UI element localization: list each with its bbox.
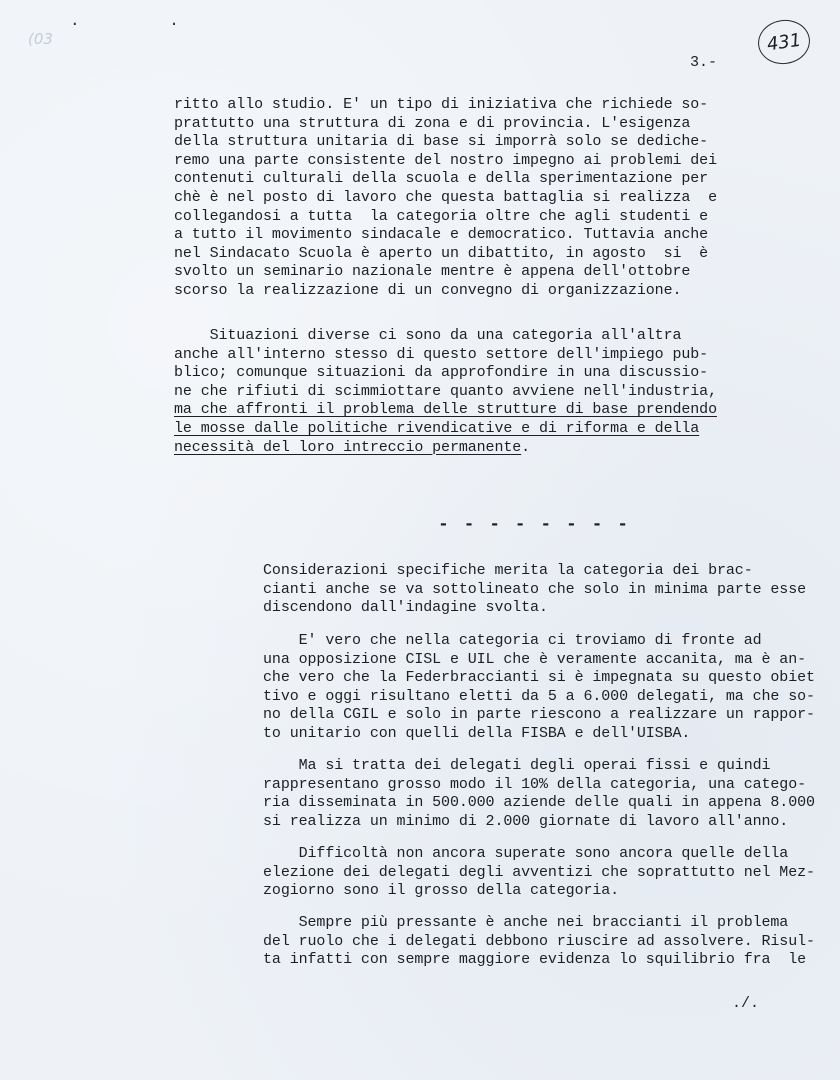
text-line: Difficoltà non ancora superate sono ancora quelle della [174,845,789,862]
paragraph-6 [174,845,815,901]
archive-stamp-number: 431 [765,29,803,55]
paragraph-5 [174,757,815,831]
text-line: del ruolo che i delegati debbono riuscire ad assolvere. Risul- [174,932,815,950]
paragraph-3 [174,562,807,618]
archive-stamp [755,17,813,68]
text-line: Ma si tratta dei delegati degli operai fissi e quindi [174,757,771,774]
text-line: anche all'interno stesso di questo settore dell'impiego pub- [174,345,709,363]
text-line: no della CGIL e solo in parte riescono a realizzare un rappor- [174,706,815,724]
text-line: della struttura unitaria di base si imporrà solo se dediche- [174,133,709,151]
section-divider: - - - - - - - - [438,515,631,535]
text-line: scorso la realizzazione di un convegno di organizzazione. [174,281,682,299]
underlined-line: ma che affronti il problema delle strutture di base prendendo [174,401,717,419]
text-line: rappresentano grosso modo il 10% della categoria, una catego- [174,775,807,793]
text-line: Situazioni diverse ci sono da una categoria all'altra [174,327,682,344]
text-line: si realizza un minimo di 2.000 giornate di lavoro all'anno. [174,812,789,830]
paragraph-7 [174,914,815,970]
text-line: contenuti culturali della scuola e della sperimentazione per [174,170,709,188]
punch-dots: . . [70,12,219,30]
text-line: tivo e oggi risultano eletti da 5 a 6.000 delegati, ma che so- [174,687,815,705]
text-line: Sempre più pressante è anche nei braccianti il problema [174,914,789,931]
text-line: zogiorno sono il grosso della categoria. [174,882,620,900]
text-line: che vero che la Federbraccianti si è impegnata su questo obiet [174,669,815,687]
faded-archive-mark: (03 [28,30,53,48]
text-line: nel Sindacato Scuola è aperto un dibattito, in agosto si è [174,244,709,262]
text-line: ritto allo studio. E' un tipo di iniziativa che richiede so- [174,96,709,113]
bleed-through [460,490,658,502]
text-line: E' vero che nella categoria ci troviamo di fronte ad [174,632,762,649]
text-line: discendono dall'indagine svolta. [174,599,548,617]
paragraph-2-period: . [521,438,531,456]
text-line: una opposizione CISL e UIL che è veramente accanita, ma è an- [174,650,807,668]
text-line: chè è nel posto di lavoro che questa battaglia si realizza e [174,188,717,206]
text-line: elezione dei delegati degli avventizi che soprattutto nel Mez- [174,863,815,881]
text-line: svolto un seminario nazionale mentre è appena dell'ottobre [174,263,691,281]
text-line: remo una parte consistente del nostro impegno ai problemi dei [174,151,717,169]
text-line: ta infatti con sempre maggiore evidenza lo squilibrio fra le [174,951,807,969]
text-line: cianti anche se va sottolineato che solo in minima parte esse [174,580,807,598]
paragraph-2 [174,327,786,457]
text-line: prattutto una struttura di zona e di provincia. L'esigenza [174,114,691,132]
continuation-mark: ./. [732,995,760,1012]
text-line: to unitario con quelli della FISBA e dell'UISBA. [174,724,691,742]
text-line: Considerazioni specifiche merita la categoria dei brac- [174,562,753,579]
page-number: 3.- [690,54,718,71]
text-line: ne che rifiuti di scimmiottare quanto avviene nell'industria, [174,382,717,400]
underlined-line: necessità del loro intreccio permanente [174,438,522,456]
underlined-line: le mosse dalle politiche rivendicative e di riforma e della [174,419,700,437]
paragraph-4 [174,632,815,744]
text-line: collegandosi a tutta la categoria oltre che agli studenti e [174,207,709,225]
text-line: ria disseminata in 500.000 aziende delle quali in appena 8.000 [174,794,815,812]
text-line: a tutto il movimento sindacale e democratico. Tuttavia anche [174,226,709,244]
paragraph-1 [174,96,786,301]
text-line: blico; comunque situazioni da approfondire in una discussio- [174,364,709,382]
